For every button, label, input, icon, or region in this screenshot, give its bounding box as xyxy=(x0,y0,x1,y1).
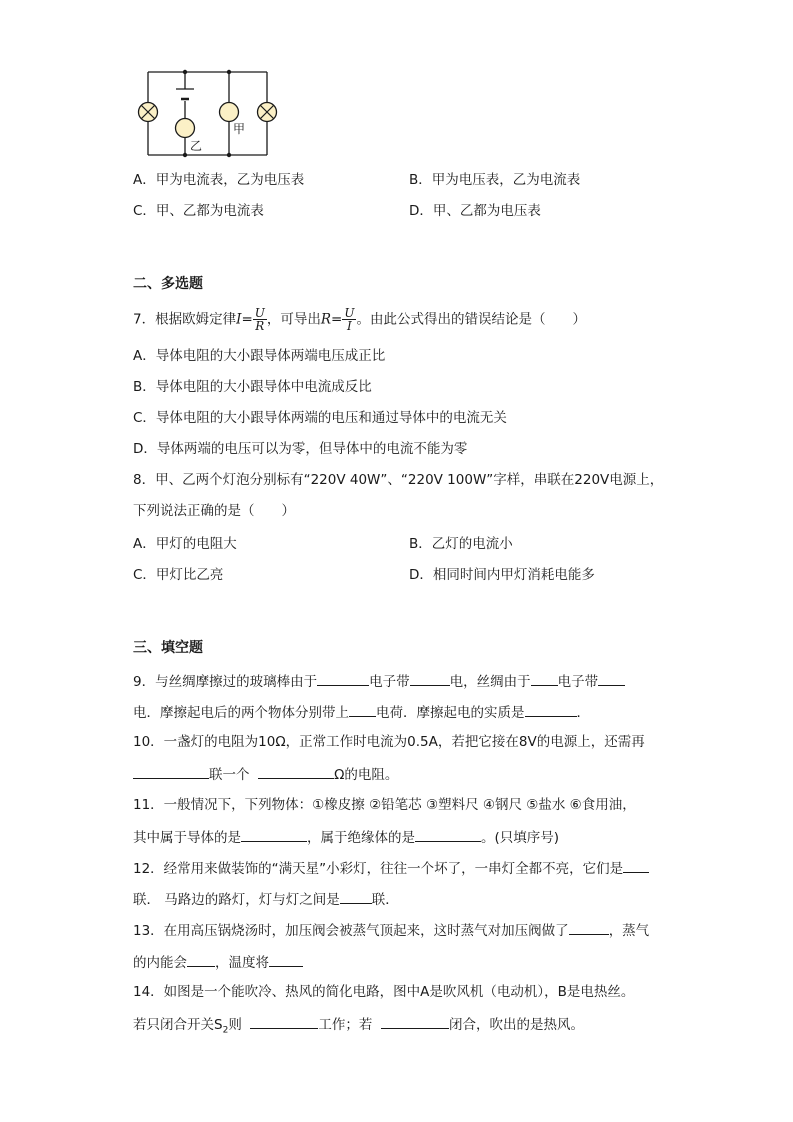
meter-yi-icon xyxy=(176,119,195,138)
meter-jia-icon xyxy=(220,103,239,122)
junction-dot xyxy=(227,70,231,74)
answer-blank xyxy=(317,671,369,686)
junction-dot xyxy=(183,70,187,74)
label-jia: 甲 xyxy=(233,122,246,136)
answer-blank xyxy=(623,858,649,873)
q12-line1: 12．经常用来做装饰的“满天星”小彩灯，往往一个坏了，一串灯全都不亮，它们是 xyxy=(133,858,649,878)
q7-option-b: B．导体电阻的大小跟导体中电流成反比 xyxy=(133,379,372,395)
answer-blank xyxy=(531,671,558,686)
answer-blank xyxy=(525,702,577,717)
answer-blank xyxy=(410,671,450,686)
q6-option-c: C．甲、乙都为电流表 xyxy=(133,203,264,219)
q14-line2: 若只闭合开关$S_2$则 工作；若 闭合，吹出的是热风。 xyxy=(133,1014,584,1040)
answer-blank xyxy=(269,952,303,967)
q7-stem: 7．根据欧姆定律I= $\frac{U}{R}$ ，可导出R= $\frac{U}{I}$ 。由此公式得出的错误结论是（ ） xyxy=(133,306,586,333)
answer-blank xyxy=(250,1014,318,1029)
q10-line2: 联一个 Ω的电阻。 xyxy=(133,764,398,784)
q6-option-b: B．甲为电压表，乙为电流表 xyxy=(409,172,581,188)
answer-blank xyxy=(340,889,372,904)
q7-option-a: A．导体电阻的大小跟导体两端电压成正比 xyxy=(133,348,386,364)
q7-option-d: D．导体两端的电压可以为零，但导体中的电流不能为零 xyxy=(133,441,468,457)
junction-dot xyxy=(183,153,187,157)
answer-blank xyxy=(415,827,481,842)
answer-blank xyxy=(187,952,215,967)
answer-blank xyxy=(349,702,376,717)
lamp-left-icon xyxy=(139,103,158,122)
section-heading-multiple-choice: 二、多选题 xyxy=(133,276,203,292)
q8-stem-line2: 下列说法正确的是（ ） xyxy=(133,503,295,519)
q11-line1: 11．一般情况下，下列物体：①橡皮擦 ②铅笔芯 ③塑料尺 ④钢尺 ⑤盐水 ⑥食用油， xyxy=(133,797,636,813)
junction-dot xyxy=(227,153,231,157)
q8-option-c: C．甲灯比乙亮 xyxy=(133,567,224,583)
q7-option-c: C．导体电阻的大小跟导体两端的电压和通过导体中的电流无关 xyxy=(133,410,507,426)
circuit-diagram xyxy=(130,62,290,162)
section-heading-fill-in: 三、填空题 xyxy=(133,640,203,656)
q13-line2: 的内能会 ，温度将 xyxy=(133,952,303,972)
q11-line2: 其中属于导体的是 ，属于绝缘体的是 。(只填序号) xyxy=(133,827,559,847)
fraction-u-over-i: $\frac{U}{I}$ xyxy=(344,306,355,333)
answer-blank xyxy=(241,827,307,842)
lamp-right-icon xyxy=(258,103,277,122)
answer-blank xyxy=(133,764,209,779)
q12-line2: 联． 马路边的路灯，灯与灯之间是 联． xyxy=(133,889,399,909)
q8-option-d: D．相同时间内甲灯消耗电能多 xyxy=(409,567,595,583)
q8-option-b: B．乙灯的电流小 xyxy=(409,536,513,552)
q14-line1: 14．如图是一个能吹冷、热风的简化电路，图中A是吹风机（电动机），B是电热丝。 xyxy=(133,984,635,1000)
answer-blank xyxy=(598,671,625,686)
q6-option-a: A．甲为电流表，乙为电压表 xyxy=(133,172,305,188)
q9-line1: 9．与丝绸摩擦过的玻璃棒由于 电子带 电，丝绸由于 电子带 xyxy=(133,671,625,691)
q9-line2: 电．摩擦起电后的两个物体分别带上 电荷．摩擦起电的实质是 ． xyxy=(133,702,590,722)
answer-blank xyxy=(258,764,334,779)
q6-option-d: D．甲、乙都为电压表 xyxy=(409,203,541,219)
label-yi: 乙 xyxy=(190,139,203,153)
q8-option-a: A．甲灯的电阻大 xyxy=(133,536,237,552)
fraction-u-over-r: $\frac{U}{R}$ xyxy=(254,306,265,333)
answer-blank xyxy=(569,920,609,935)
q8-stem-line1: 8．甲、乙两个灯泡分别标有“220V 40W”、“220V 100W”字样，串联在220V电源上， xyxy=(133,472,664,488)
q13-line1: 13．在用高压锅烧汤时，加压阀会被蒸气顶起来，这时蒸气对加压阀做了 ，蒸气 xyxy=(133,920,649,940)
answer-blank xyxy=(381,1014,449,1029)
q10-line1: 10．一盏灯的电阻为10Ω，正常工作时电流为0.5A，若把它接在8V的电源上，还需再 xyxy=(133,734,645,750)
